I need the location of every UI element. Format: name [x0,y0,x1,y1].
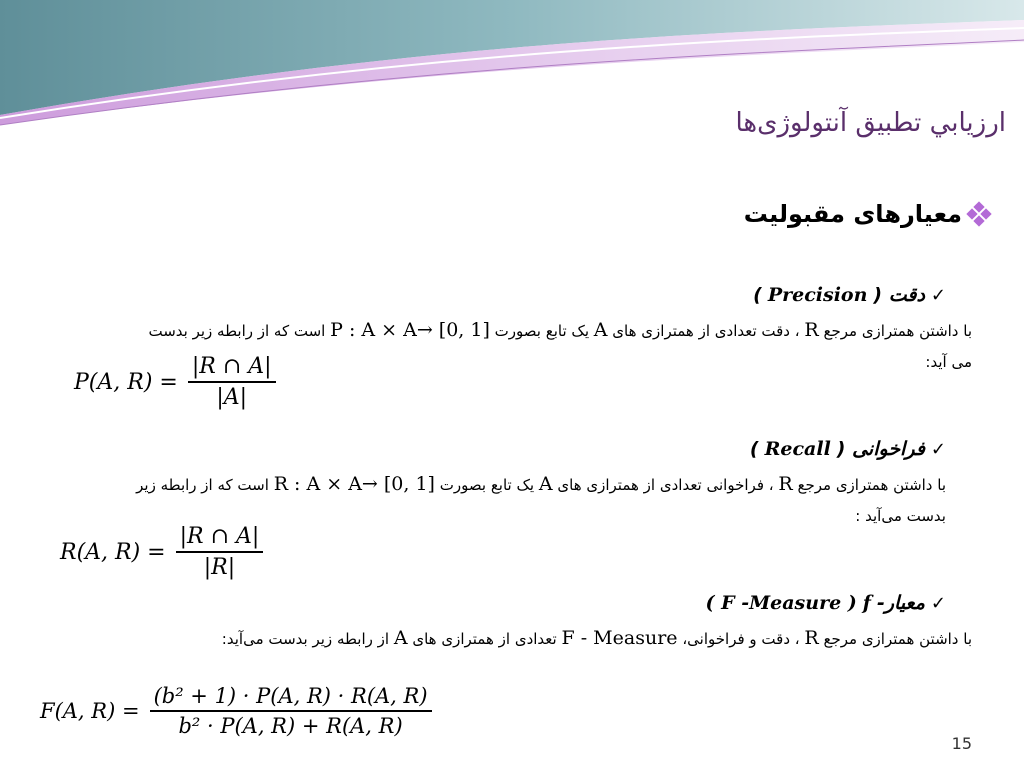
fmeasure-title [706,592,946,614]
recall-text-c: یک تابع بصورت [439,476,535,494]
precision-ref-R: R [804,319,819,341]
precision-label-fa: دقت ( [873,284,925,306]
fmeasure-denominator: b² · P(A, R) + R(A, R) [178,714,403,738]
fmeasure-ref-R: R [804,627,819,649]
check-icon: ✓ [930,284,946,306]
recall-text-b: ، فراخوانی تعدادی از همترازی های [557,476,774,494]
fmeasure-text [42,624,972,653]
precision-text [12,316,972,345]
check-icon: ✓ [930,592,946,614]
recall-text-a: با داشتن همترازی مرجع [797,476,946,494]
precision-formula-lhs: P(A, R) = [74,369,178,395]
precision-text-line2: می آید: [925,353,972,371]
recall-function: R : A × A→ [0, 1] [273,473,435,495]
fmeasure-label-fa: معیار- [876,592,925,614]
precision-text-b: ، دقت تعدادی از همترازی های [612,322,800,340]
fmeasure-fraction [150,684,432,738]
recall-ref-R: R [778,473,793,495]
precision-label-en: Precision [767,284,868,306]
fmeasure-text-a: با داشتن همترازی مرجع [823,630,972,648]
recall-label-close: ) [749,438,759,460]
fmeasure-text-c: تعدادی از همترازی های [412,630,557,648]
recall-text [16,470,946,499]
recall-text-line2: بدست می‌آید : [855,507,946,525]
fmeasure-label-f: f [862,592,871,614]
four-diamond-icon [968,203,990,225]
recall-title [750,438,946,460]
recall-fraction [176,524,264,580]
precision-function: P : A × A→ [0, 1] [330,319,490,341]
recall-label-en: Recall [764,438,831,460]
recall-text-d: است که از رابطه زیر [136,476,269,494]
recall-label-fa: فراخوانی ( [836,438,925,460]
precision-label-close: ) [753,284,762,306]
precision-text-c: یک تابع بصورت [494,322,589,340]
fmeasure-formula-lhs: F(A, R) = [40,699,140,723]
fmeasure-name: F - Measure [561,627,678,649]
fmeasure-label-en: ( F -Measure ) [705,592,857,614]
precision-title [753,284,946,306]
check-icon: ✓ [930,438,946,460]
fmeasure-numerator: (b² + 1) · P(A, R) · R(A, R) [150,684,432,712]
precision-text-d: است که از رابطه زیر بدست [148,322,326,340]
page-number: 15 [951,734,972,753]
recall-denominator: |R| [203,555,236,580]
recall-numerator: |R ∩ A| [176,524,264,553]
precision-align-A: A [593,319,608,341]
section-heading [744,200,990,228]
fmeasure-align-A: A [393,627,408,649]
precision-fraction [188,354,276,410]
fmeasure-formula [40,672,480,750]
recall-formula [60,518,290,586]
precision-text-a: با داشتن همترازی مرجع [823,322,972,340]
section-heading-text: معیارهای مقبولیت [743,200,962,228]
precision-formula [74,348,290,416]
precision-denominator: |A| [216,385,248,410]
recall-align-A: A [538,473,553,495]
precision-numerator: |R ∩ A| [188,354,276,383]
fmeasure-text-d: از رابطه زیر بدست می‌آید: [221,630,390,648]
recall-formula-lhs: R(A, R) = [60,539,166,565]
slide-title: ارزيابي تطبيق آنتولوژی‌ها [735,108,1006,138]
fmeasure-text-b: ، دقت و فراخوانی، [682,630,800,648]
